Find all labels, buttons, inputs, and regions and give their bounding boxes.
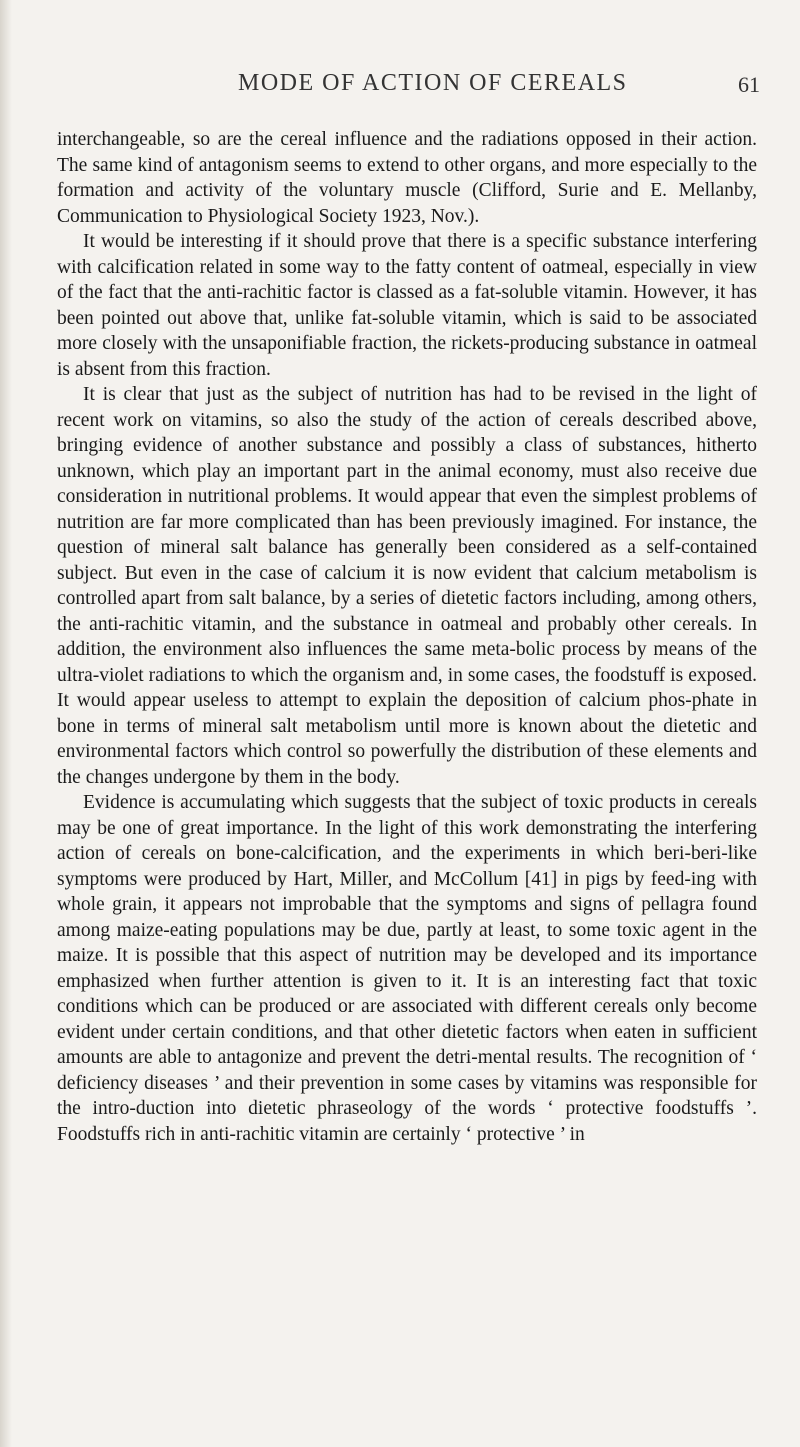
paragraph-3: It is clear that just as the subject of nutrition has had to be revised in the light of recent work on vitamins, so also the study of the action of cereals described above, bringing evidence of another substance and possibly a class of substances, hitherto unknown, which play an important part in the animal economy, must also receive due consideration in nutritional problems. It would appear that even the simplest problems of nutrition are far more complicated than has been previously imagined. For instance, the question of mineral salt balance has generally been considered as a self-contained subject. But even in the case of calcium it is now evident that calcium metabolism is controlled apart from salt balance, by a series of dietetic factors including, among others, the anti-rachitic vitamin, and the substance in oatmeal and probably other cereals. In addition, the environment also influences the same meta-bolic process by means of the ultra-violet radiations to which the organism and, in some cases, the foodstuff is exposed. It would appear useless to attempt to explain the deposition of calcium phos-phate in bone in terms of mineral salt metabolism until more is known about the dietetic and environmental factors which control so powerfully the distribution of these elements and the changes undergone by them in the body. xyxy=(57,384,757,788)
running-title: MODE OF ACTION OF CEREALS xyxy=(238,70,628,96)
page-number: 61 xyxy=(738,72,760,97)
paragraph-2: It would be interesting if it should prove that there is a specific substance interfering with calcification related in some way to the fatty content of oatmeal, especially in view of the fact that the anti-rachitic factor is classed as a fat-soluble vitamin. However, it has been pointed out above that, unlike fat-soluble vitamin, which is said to be associated more closely with the unsaponifiable fraction, the rickets-producing substance in oatmeal is absent from this fraction. xyxy=(57,231,757,380)
paragraph-4: Evidence is accumulating which suggests that the subject of toxic products in cereals may be one of great importance. In the light of this work demonstrating the interfering action of cereals on bone-calcification, and the experiments in which beri-beri-like symptoms were produced by Hart, Miller, and McCollum [41] in pigs by feed-ing with whole grain, it appears not improbable that the symptoms and signs of pellagra found among maize-eating populations may be due, partly at least, to some toxic agent in the maize. It is possible that this aspect of nutrition may be developed and its importance emphasized when further attention is given to it. It is an interesting fact that toxic conditions which can be produced or are associated with different cereals only become evident under certain conditions, and that other dietetic factors when eaten in sufficient amounts are able to antagonize and prevent the detri-mental results. The recognition of ‘ deficiency diseases ’ and their prevention in some cases by vitamins was responsible for the intro-duction into dietetic phraseology of the words ‘ protective foodstuffs ’. Foodstuffs rich in anti-rachitic vitamin are certainly ‘ protective ’ in xyxy=(57,792,757,1145)
paragraph-1: interchangeable, so are the cereal influence and the radiations opposed in their action. The same kind of antagonism seems to extend to other organs, and more especially to the formation and activity of the voluntary muscle (Clifford, Surie and E. Mellanby, Communication to Physiological Society 1923, Nov.). xyxy=(57,129,757,227)
body-text xyxy=(57,127,757,1147)
running-head xyxy=(0,70,800,110)
page-binding-shadow xyxy=(0,0,12,1447)
